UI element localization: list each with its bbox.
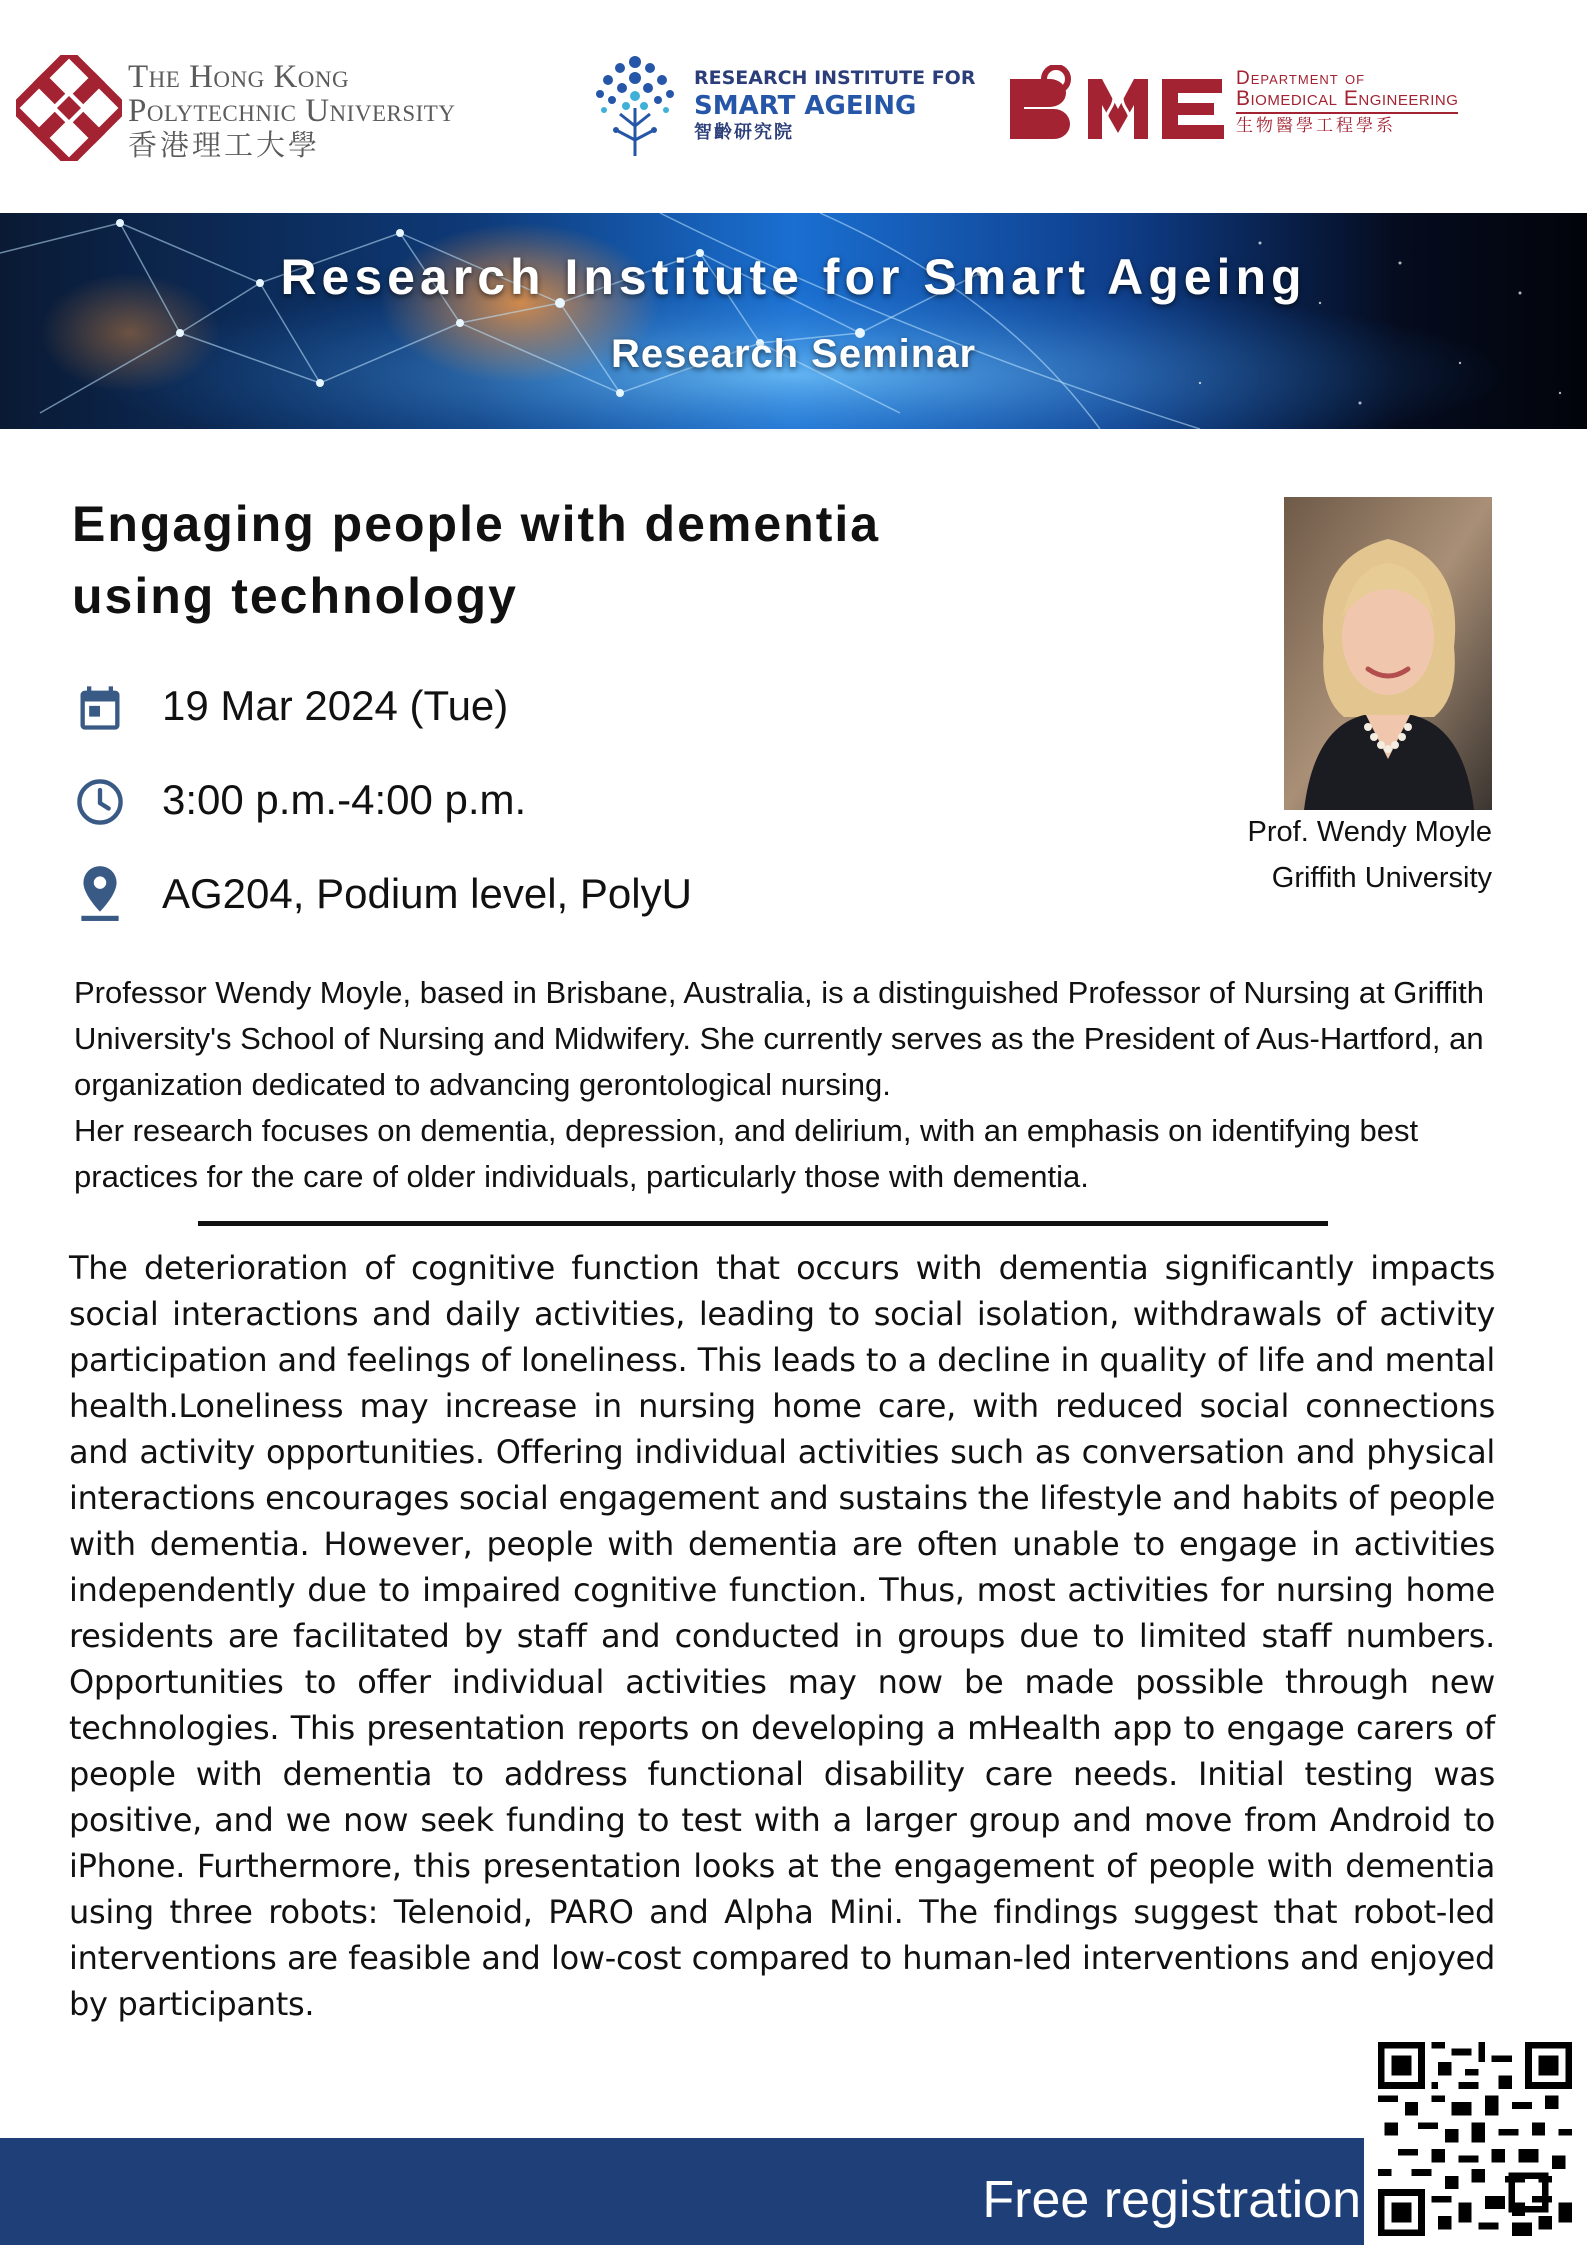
polyu-name-chinese: 香港理工大學 bbox=[128, 130, 321, 162]
speaker-affiliation: Griffith University bbox=[1271, 862, 1492, 894]
polyu-wordmark bbox=[128, 60, 455, 164]
speaker-name: Prof. Wendy Moyle bbox=[1247, 816, 1492, 848]
risa-name-line1: RESEARCH INSTITUTE FOR bbox=[694, 67, 976, 89]
talk-abstract: The deterioration of cognitive function that occurs with dementia significantly impacts social interactions and daily activities, leading to social isolation, withdrawals of activity participation and feelings of loneliness. This leads to a decline in quality of life and mental health.Loneliness may increase in nursing home care, with reduced social connections and activity opportunities. Offering individual activities such as conversation and physical interactions encourages social engagement and sustains the lifestyle and habits of people with dementia. However, people with dementia are often unable to engage in activities independently due to impaired cognitive function. Thus, most activities for nursing home residents are facilitated by staff and conducted in groups due to limited staff numbers. Opportunities to offer individual activities may now be made possible through new technologies. This presentation reports on developing a mHealth app to engage carers of people with dementia to address functional disability care needs. Initial testing was positive, and we now seek funding to test with a larger group and move from Android to iPhone. Furthermore, this presentation looks at the engagement of people with dementia using three robots: Telenoid, PARO and Alpha Mini. The findings suggest that robot-led interventions are feasible and low-cost compared to human-led interventions and enjoyed by participants. bbox=[69, 1249, 1495, 2023]
speaker-photo bbox=[1284, 497, 1492, 810]
polyu-name-line1: The Hong Kong bbox=[128, 59, 350, 95]
registration-qr-code[interactable] bbox=[1378, 2042, 1572, 2236]
talk-title-line2: using technology bbox=[72, 568, 518, 624]
event-venue: AG204, Podium level, PolyU bbox=[162, 870, 692, 917]
talk-title-line1: Engaging people with dementia bbox=[72, 496, 881, 552]
hero-banner bbox=[0, 213, 1587, 429]
polyu-name-line2: Polytechnic University bbox=[128, 93, 456, 129]
event-date: 19 Mar 2024 (Tue) bbox=[162, 682, 509, 729]
bme-name-chinese: 生物醫學工程學系 bbox=[1236, 116, 1396, 135]
banner-title: Research Institute for Smart Ageing bbox=[280, 249, 1307, 305]
registration-label[interactable]: Free registration bbox=[982, 2171, 1361, 2229]
talk-title bbox=[72, 488, 1122, 632]
speaker-bio bbox=[74, 970, 1504, 1200]
banner-subtitle: Research Seminar bbox=[610, 332, 977, 376]
smart-ageing-tree-icon bbox=[590, 52, 680, 160]
event-time: 3:00 p.m.-4:00 p.m. bbox=[162, 776, 527, 823]
bio-paragraph-1: Professor Wendy Moyle, based in Brisbane, Australia, is a distinguished Professor of Nursing at Griffith University's School of Nursing and Midwifery. She currently serves as the President of Aus-Hartford, an organization dedicated to advancing gerontological nursing. bbox=[74, 975, 1485, 1102]
calendar-icon bbox=[74, 682, 126, 734]
network-background-graphic bbox=[0, 213, 1587, 429]
clock-icon bbox=[74, 776, 126, 828]
risa-name-line2: SMART AGEING bbox=[694, 91, 917, 121]
bme-name-line1: Department of bbox=[1236, 68, 1366, 89]
smart-ageing-wordmark bbox=[694, 66, 975, 144]
section-divider bbox=[198, 1221, 1328, 1226]
location-pin-icon bbox=[74, 864, 126, 922]
polyu-logo-icon bbox=[16, 55, 122, 161]
risa-name-chinese: 智齡研究院 bbox=[694, 122, 794, 143]
bme-wordmark bbox=[1236, 70, 1458, 138]
bme-name-line2: Biomedical Engineering bbox=[1236, 88, 1458, 114]
bme-logo-icon bbox=[1006, 65, 1228, 143]
bio-paragraph-2: Her research focuses on dementia, depression, and delirium, with an emphasis on identifying best practices for the care of older individuals, particularly those with dementia. bbox=[74, 1113, 1419, 1194]
